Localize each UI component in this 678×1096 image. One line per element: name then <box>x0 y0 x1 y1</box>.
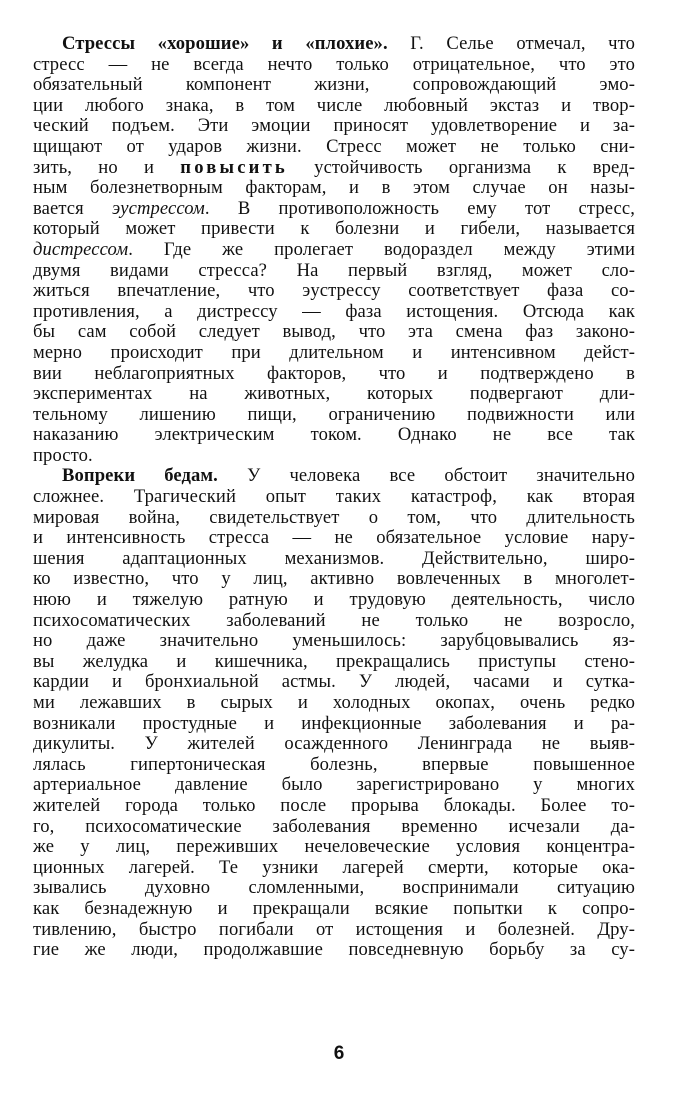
text-line: вается эустрессом. В противоположность ему тот стресс, <box>33 197 635 219</box>
text-line: обязательный компонент жизни, сопровождающий эмо- <box>33 74 635 96</box>
text-line: гие же люди, продолжавшие повседневную борьбу за су- <box>33 939 635 961</box>
spaced-emphasis: повысить <box>180 156 288 178</box>
paragraph-heading: Стрессы «хорошие» и «плохие». <box>62 33 388 54</box>
text-line: но даже значительно уменьшилось: зарубцовывались яз- <box>33 630 635 652</box>
text-line: противления, а дистрессу — фаза истощения. Отсюда как <box>33 300 635 322</box>
text-line: жителей города только после прорыва блокады. Более то- <box>33 794 635 816</box>
text-line: тивлению, быстро погибали от истощения и болезней. Дру- <box>33 918 635 940</box>
text-line: мировая война, свидетельствует о том, что длительность <box>33 506 635 528</box>
text-line: артериальное давление было зарегистрировано у многих <box>33 774 635 796</box>
text-line: лялась гипертоническая болезнь, впервые повышенное <box>33 753 635 775</box>
text-line: ческий подъем. Эти эмоции приносят удовлетворение и за- <box>33 115 635 137</box>
text-line: сложнее. Трагический опыт таких катастроф, как вторая <box>33 486 635 508</box>
text-line: и интенсивность стресса — не обязательное условие нару- <box>33 527 635 549</box>
text-line: вы желудка и кишечника, прекращались приступы стено- <box>33 650 635 672</box>
text-line: двумя видами стресса? На первый взгляд, может сло- <box>33 259 635 281</box>
text-line: мерно происходит при длительном и интенсивном дейст- <box>33 341 635 363</box>
text-line: ми лежавших в сырых и холодных окопах, очень редко <box>33 692 635 713</box>
text-line: го, психосоматические заболевания временно исчезали да- <box>33 815 635 837</box>
term-eustress: эустрессом <box>111 197 205 219</box>
text-line: ко известно, что у лиц, активно вовлеченных в многолет- <box>33 568 635 590</box>
text-line: Вопреки бедам. У человека все обстоит значительно <box>62 465 635 487</box>
text-line: вии неблагоприятных факторов, что и подтверждено в <box>33 362 635 384</box>
text-line: зить, но и повысить устойчивость организма к вред- <box>33 156 635 178</box>
text-line: тельному лишению пищи, ограничению подвижности или <box>33 403 635 425</box>
text-line: зывались духовно сломленными, воспринимали ситуацию <box>33 877 635 899</box>
text-line: просто. <box>33 444 93 466</box>
text-line: ным болезнетворным факторам, и в этом случае он назы- <box>33 177 635 199</box>
text-line: дикулиты. У жителей осажденного Ленинграда не выяв- <box>33 733 635 755</box>
text-line: житься впечатление, что эустрессу соответствует фаза со- <box>33 280 635 302</box>
text-line: дистрессом. Где же пролегает водораздел между этими <box>33 238 635 260</box>
text-line: шения адаптационных механизмов. Действительно, широ- <box>33 547 635 569</box>
text-line: ции любого знака, в том числе любовный экстаз и твор- <box>33 94 635 116</box>
text-line: же у лиц, переживших нечеловеческие условия концентра- <box>33 836 635 858</box>
term-distress: дистрессом <box>33 238 129 260</box>
text-line: кардии и бронхиальной астмы. У людей, часами и сутка- <box>33 671 635 693</box>
text-line: психосоматических заболеваний не только не возросло, <box>33 609 635 631</box>
text-line: ционных лагерей. Те узники лагерей смерти, которые ока- <box>33 856 635 878</box>
paragraph-heading: Вопреки бедам. <box>62 465 218 487</box>
text-line: как безнадежную и прекращали всякие попытки к сопро- <box>33 897 635 919</box>
text-line: который может привести к болезни и гибели, называется <box>33 218 635 240</box>
text-line: возникали простудные и инфекционные заболевания и ра- <box>33 712 635 734</box>
text-line: бы сам собой следует вывод, что эта смена фаз законо- <box>33 321 635 343</box>
text-line: щищают от ударов жизни. Стресс может не только сни- <box>33 135 635 157</box>
page-number: 6 <box>333 1043 345 1064</box>
paragraph-good-bad-stress <box>33 34 635 466</box>
page-body <box>33 34 635 961</box>
text-line: нюю и тяжелую ратную и трудовую деятельность, число <box>33 589 635 611</box>
text-line: наказанию электрическим током. Однако не все так <box>33 424 635 446</box>
paragraph-despite-hardships <box>33 466 635 960</box>
text-line: экспериментах на животных, которых подвергают дли- <box>33 383 635 405</box>
text-line: Стрессы «хорошие» и «плохие». Г. Селье отмечал, что <box>62 33 635 54</box>
text-line: стресс — не всегда нечто только отрицательное, что это <box>33 53 635 75</box>
